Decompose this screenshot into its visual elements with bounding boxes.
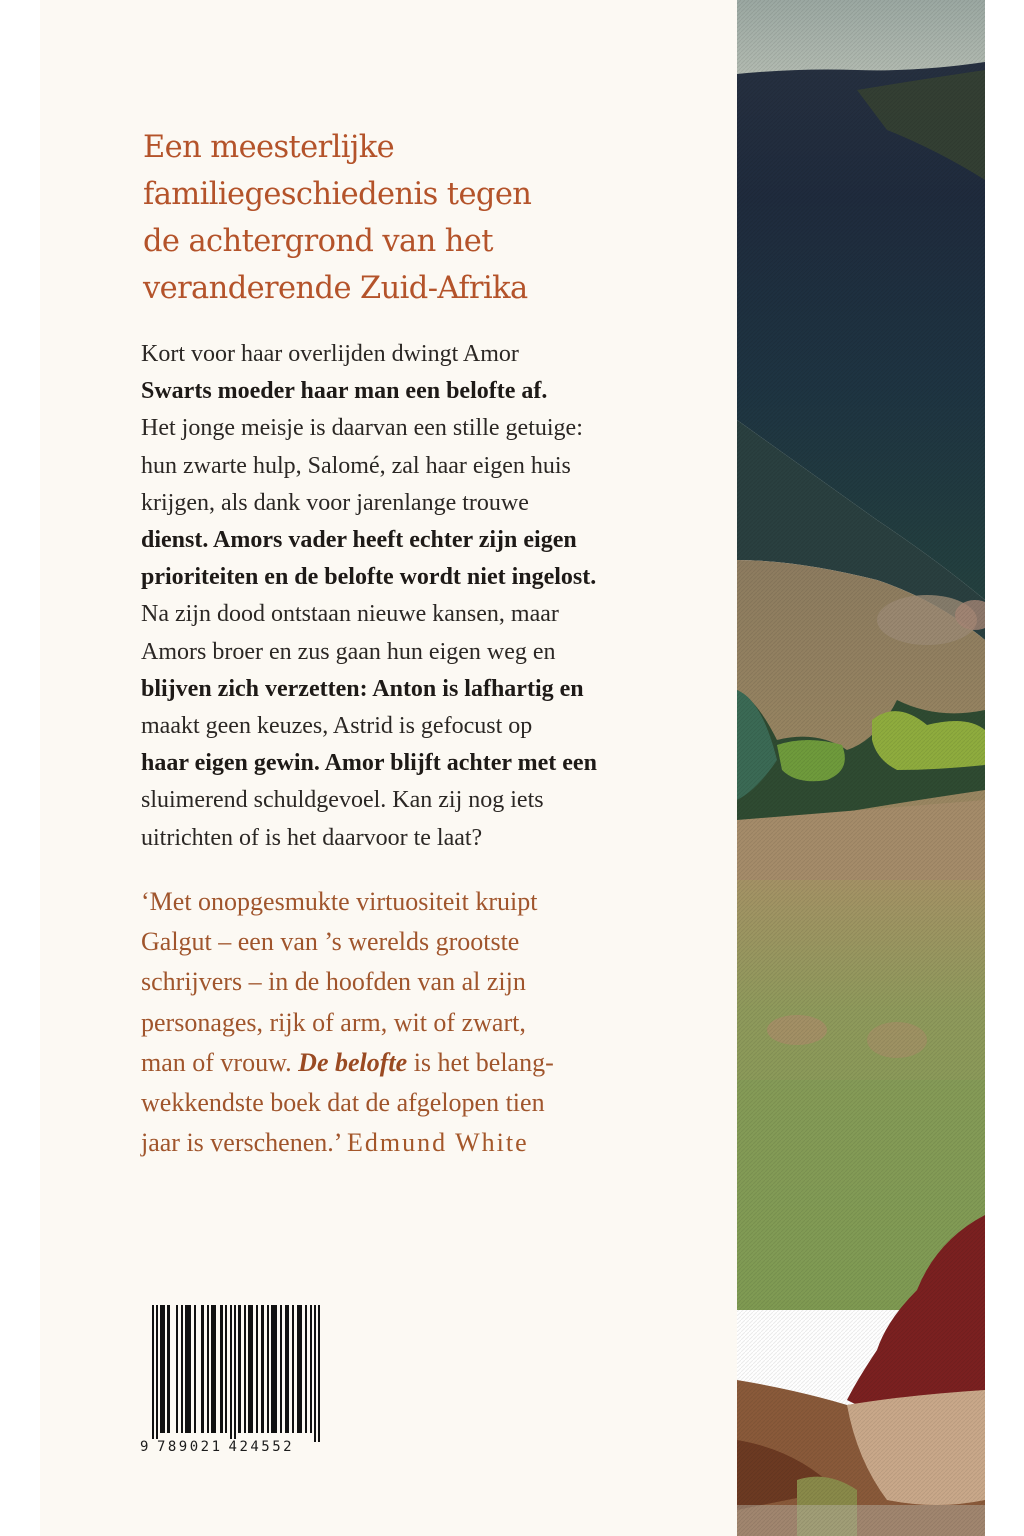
quote-text: jaar is verschenen.’ [141, 1128, 347, 1158]
synopsis-line: dienst. Amors vader heeft echter zijn eigen [141, 527, 577, 554]
synopsis-line: Na zijn dood ontstaan nieuwe kansen, maar [141, 601, 559, 628]
quote-text: man of vrouw. [141, 1047, 299, 1077]
landscape-painting-image [737, 0, 985, 1536]
tagline-line: familiegeschiedenis tegen [143, 177, 532, 212]
book-title-italic: De belofte [298, 1047, 408, 1077]
synopsis-line: haar eigen gewin. Amor blijft achter met een [141, 750, 597, 777]
quote-line: ‘Met onopgesmukte virtuositeit kruipt [141, 887, 538, 916]
tagline-line: de achtergrond van het [143, 224, 493, 259]
synopsis-line: uitrichten of is het daarvoor te laat? [141, 824, 483, 851]
quote-author: Edmund White [346, 1128, 529, 1158]
quote-line [141, 1123, 701, 1163]
quote-line [141, 1043, 701, 1083]
cover-painting-strip [737, 0, 985, 1536]
synopsis-text [141, 336, 701, 857]
synopsis-line: maakt geen keuzes, Astrid is gefocust op [141, 713, 533, 740]
quote-line: schrijvers – in de hoofden van al zijn [141, 967, 526, 997]
review-quote [141, 882, 701, 1163]
quote-text: is het belang- [407, 1047, 554, 1077]
synopsis-line: prioriteiten en de belofte wordt niet ingelost. [141, 564, 597, 591]
synopsis-line: Swarts moeder haar man een belofte af. [141, 378, 548, 405]
synopsis-line: Amors broer en zus gaan hun eigen weg en [141, 638, 556, 665]
synopsis-line: blijven zich verzetten: Anton is lafhartig en [141, 675, 584, 702]
isbn-lead-digit: 9 [140, 1439, 151, 1455]
tagline-heading [143, 124, 703, 312]
synopsis-line: sluimerend schuldgevoel. Kan zij nog iets [141, 787, 544, 814]
isbn-barcode [140, 1305, 326, 1453]
quote-line: Galgut – een van ’s werelds grootste [141, 927, 520, 957]
synopsis-line: krijgen, als dank voor jarenlange trouwe [141, 489, 529, 516]
quote-line: wekkendste boek dat de afgelopen tien [141, 1088, 545, 1118]
tagline-line: Een meesterlijke [143, 130, 395, 165]
barcode-bars-icon [152, 1305, 326, 1442]
isbn-number [140, 1439, 294, 1455]
tagline-line: veranderende Zuid-Afrika [143, 271, 528, 306]
isbn-group-2: 424552 [228, 1439, 295, 1455]
quote-line: personages, rijk of arm, wit of zwart, [141, 1007, 526, 1037]
synopsis-line: Het jonge meisje is daarvan een stille getuige: [141, 415, 583, 442]
isbn-group-1: 789021 [156, 1439, 223, 1455]
synopsis-line: hun zwarte hulp, Salomé, zal haar eigen huis [141, 452, 571, 479]
synopsis-line: Kort voor haar overlijden dwingt Amor [141, 341, 519, 367]
